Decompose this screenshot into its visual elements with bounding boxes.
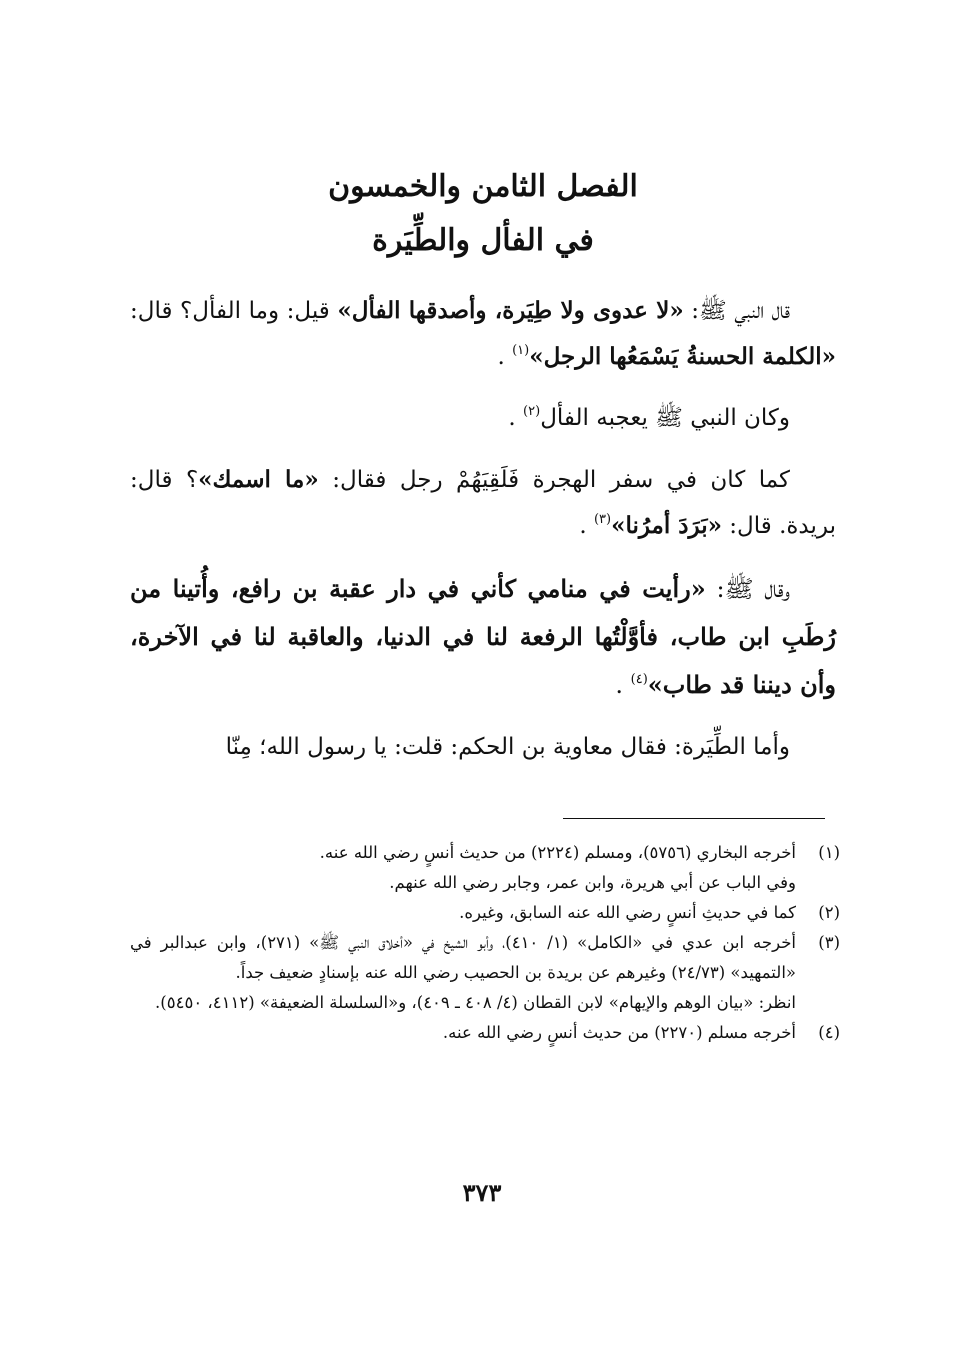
main-text (130, 160, 836, 770)
footnote-4 (130, 1018, 840, 1048)
footnote-body (130, 898, 796, 928)
text: وأما الطِّيَرة: فقال معاوية بن الحكم: قلت: يا رسول الله؛ مِنّا (225, 734, 790, 760)
footnote-body (130, 928, 796, 1018)
text: . (615, 671, 631, 699)
chapter-title: الفصل الثامن والخمسون (328, 169, 638, 204)
paragraph-4 (130, 565, 836, 709)
paragraph-1 (130, 288, 836, 380)
footnote-line: أخرجه ابن عدي في «الكامل» (١/ ٤١٠)، وأبو الشيخ في «أخلاق النبي ﷺ» (٢٧١)، وابن عبدالبر في «التمهيد» (٢٤/٧٣) وغيرهم عن بريدة بن الحصيب رضي الله عنه بإسنادٍ ضعيف جداً. (130, 933, 796, 982)
text: . (579, 513, 594, 539)
footnote-separator (563, 818, 825, 819)
page-number: ٣٧٣ (462, 1178, 502, 1207)
text: . (497, 344, 513, 370)
footnote-ref: (٣) (593, 512, 612, 527)
footnote-body (130, 1018, 796, 1048)
footnote-number: (٤) (818, 1023, 840, 1042)
hadith-quote: «بَرَدَ أمرُنا» (611, 512, 722, 539)
hadith-quote: «لا عدوى ولا طِيَرة، وأصدقها الفأل» (337, 297, 684, 324)
footnote-line: انظر: «بيان الوهم والإيهام» لابن القطان (٤/ ٤٠٨ ـ ٤٠٩)، و«السلسلة الضعيفة» (٤١١٢، ٥٤٥٠). (155, 993, 796, 1012)
footnote-2 (130, 898, 840, 928)
text: قال النبي ﷺ: (683, 298, 790, 324)
footnote-line: وفي الباب عن أبي هريرة، وابن عمر، وجابر رضي الله عنهم. (389, 873, 796, 892)
footnote-line: كما في حديثِ أنسٍ رضي الله عنه السابق، وغيره. (459, 903, 796, 922)
footnote-3 (130, 928, 840, 1018)
footnote-number: (١) (818, 843, 840, 862)
hadith-quote: «رأيت في منامي كأني في دار عقبة بن رافع، وأُتينا من رُطَبِ ابن طاب، فأوَّلْتُها الرفعة لنا في الدنيا، والعاقبة لنا في الآخرة، وأن ديننا قد طاب» (130, 574, 836, 699)
text: وقال ﷺ: (705, 575, 790, 603)
text: كما كان في سفر الهجرة فَلَقِيَهُمْ رجل فقال: (318, 467, 791, 493)
hadith-quote: «ما اسمك» (198, 466, 319, 493)
footnote-body (130, 838, 796, 898)
hadith-quote: «الكلمة الحسنةُ يَسْمَعُها الرجل» (529, 343, 836, 370)
footnote-ref: (٤) (630, 672, 648, 687)
text: . (508, 405, 524, 431)
paragraph-5 (130, 725, 836, 770)
paragraph-3 (130, 457, 836, 549)
footnote-line: أخرجه البخاري (٥٧٥٦)، ومسلم (٢٢٢٤) من حديث أنسٍ رضي الله عنه. (319, 843, 796, 862)
footnote-1 (130, 838, 840, 898)
text: ؟ قال: بريدة. قال: (130, 467, 836, 539)
chapter-subtitle: في الفأل والطِّيَرة (372, 223, 594, 258)
footnote-number: (٣) (818, 933, 840, 952)
footnote-ref: (١) (512, 343, 530, 358)
footnote-line: أخرجه مسلم (٢٢٧٠) من حديث أنسٍ رضي الله عنه. (442, 1023, 796, 1042)
footnote-number: (٢) (818, 903, 840, 922)
paragraph-2 (130, 396, 836, 441)
text: قيل: وما الفأل؟ قال: (130, 298, 338, 324)
footnotes (130, 838, 840, 1048)
text: وكان النبي ﷺ يعجبه الفأل (540, 405, 790, 431)
footnote-ref: (٢) (523, 404, 541, 419)
